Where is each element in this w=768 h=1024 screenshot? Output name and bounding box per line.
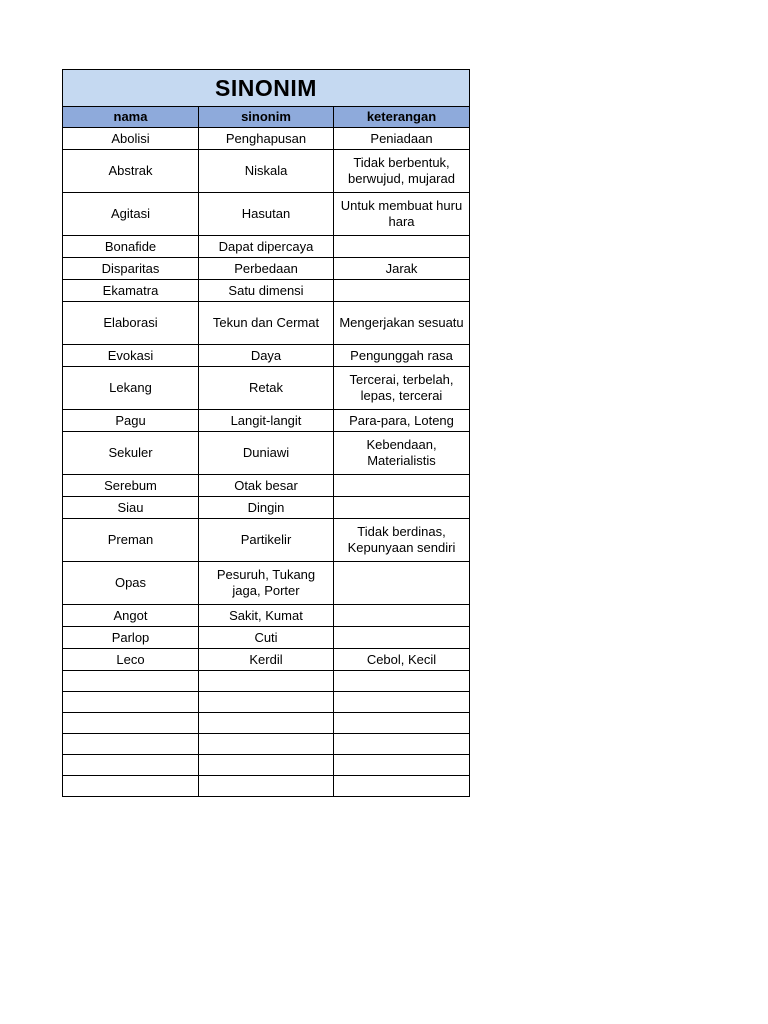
table-row [63, 497, 470, 519]
empty-cell [334, 671, 470, 692]
sinonim-cell: Perbedaan [199, 258, 334, 280]
sinonim-cell: Retak [199, 367, 334, 410]
table-row [63, 345, 470, 367]
empty-cell [63, 776, 199, 797]
nama-cell: Ekamatra [63, 280, 199, 302]
empty-table-row [63, 776, 470, 797]
table-row [63, 432, 470, 475]
nama-cell: Pagu [63, 410, 199, 432]
sinonim-cell: Duniawi [199, 432, 334, 475]
empty-cell [199, 755, 334, 776]
column-header-sinonim: sinonim [199, 107, 334, 128]
keterangan-cell [334, 280, 470, 302]
empty-cell [63, 713, 199, 734]
sinonim-cell: Dapat dipercaya [199, 236, 334, 258]
empty-table-row [63, 692, 470, 713]
keterangan-cell: Untuk membuat huru hara [334, 193, 470, 236]
empty-cell [334, 776, 470, 797]
sinonim-cell: Tekun dan Cermat [199, 302, 334, 345]
nama-cell: Angot [63, 605, 199, 627]
table-row [63, 302, 470, 345]
empty-cell [63, 755, 199, 776]
empty-cell [199, 713, 334, 734]
keterangan-cell: Para-para, Loteng [334, 410, 470, 432]
empty-table-row [63, 671, 470, 692]
table-row [63, 280, 470, 302]
synonym-table [62, 69, 470, 797]
sinonim-cell: Otak besar [199, 475, 334, 497]
nama-cell: Opas [63, 562, 199, 605]
nama-cell: Evokasi [63, 345, 199, 367]
nama-cell: Parlop [63, 627, 199, 649]
table-row [63, 128, 470, 150]
empty-cell [334, 755, 470, 776]
sinonim-cell: Sakit, Kumat [199, 605, 334, 627]
nama-cell: Agitasi [63, 193, 199, 236]
nama-cell: Elaborasi [63, 302, 199, 345]
keterangan-cell [334, 627, 470, 649]
empty-table-row [63, 713, 470, 734]
sinonim-cell: Langit-langit [199, 410, 334, 432]
table-body [63, 128, 470, 797]
keterangan-cell: Mengerjakan sesuatu [334, 302, 470, 345]
nama-cell: Leco [63, 649, 199, 671]
table-row [63, 519, 470, 562]
column-header-keterangan: keterangan [334, 107, 470, 128]
table-title: SINONIM [63, 70, 470, 107]
nama-cell: Abstrak [63, 150, 199, 193]
sinonim-cell: Niskala [199, 150, 334, 193]
sinonim-cell: Daya [199, 345, 334, 367]
nama-cell: Serebum [63, 475, 199, 497]
table-row [63, 649, 470, 671]
table-row [63, 150, 470, 193]
table-row [63, 605, 470, 627]
nama-cell: Abolisi [63, 128, 199, 150]
keterangan-cell: Cebol, Kecil [334, 649, 470, 671]
sinonim-cell: Hasutan [199, 193, 334, 236]
column-header-nama: nama [63, 107, 199, 128]
synonym-sheet [62, 69, 470, 797]
empty-cell [334, 713, 470, 734]
sinonim-cell: Satu dimensi [199, 280, 334, 302]
sinonim-cell: Cuti [199, 627, 334, 649]
empty-cell [199, 734, 334, 755]
keterangan-cell [334, 497, 470, 519]
table-row [63, 410, 470, 432]
table-row [63, 475, 470, 497]
table-row [63, 258, 470, 280]
table-row [63, 236, 470, 258]
empty-cell [63, 734, 199, 755]
keterangan-cell: Pengunggah rasa [334, 345, 470, 367]
sinonim-cell: Partikelir [199, 519, 334, 562]
table-row [63, 193, 470, 236]
table-header-row [63, 107, 470, 128]
nama-cell: Sekuler [63, 432, 199, 475]
keterangan-cell: Peniadaan [334, 128, 470, 150]
empty-cell [199, 671, 334, 692]
keterangan-cell: Kebendaan, Materialistis [334, 432, 470, 475]
sinonim-cell: Pesuruh, Tukang jaga, Porter [199, 562, 334, 605]
nama-cell: Bonafide [63, 236, 199, 258]
empty-table-row [63, 755, 470, 776]
keterangan-cell [334, 236, 470, 258]
table-title-row [63, 70, 470, 107]
keterangan-cell: Tidak berbentuk, berwujud, mujarad [334, 150, 470, 193]
empty-cell [334, 692, 470, 713]
empty-cell [199, 692, 334, 713]
table-row [63, 367, 470, 410]
empty-table-row [63, 734, 470, 755]
keterangan-cell [334, 605, 470, 627]
keterangan-cell [334, 475, 470, 497]
keterangan-cell [334, 562, 470, 605]
nama-cell: Lekang [63, 367, 199, 410]
sinonim-cell: Penghapusan [199, 128, 334, 150]
empty-cell [199, 776, 334, 797]
sinonim-cell: Kerdil [199, 649, 334, 671]
nama-cell: Disparitas [63, 258, 199, 280]
nama-cell: Preman [63, 519, 199, 562]
table-row [63, 627, 470, 649]
table-row [63, 562, 470, 605]
keterangan-cell: Tidak berdinas, Kepunyaan sendiri [334, 519, 470, 562]
keterangan-cell: Jarak [334, 258, 470, 280]
nama-cell: Siau [63, 497, 199, 519]
empty-cell [334, 734, 470, 755]
sinonim-cell: Dingin [199, 497, 334, 519]
empty-cell [63, 692, 199, 713]
empty-cell [63, 671, 199, 692]
keterangan-cell: Tercerai, terbelah, lepas, tercerai [334, 367, 470, 410]
